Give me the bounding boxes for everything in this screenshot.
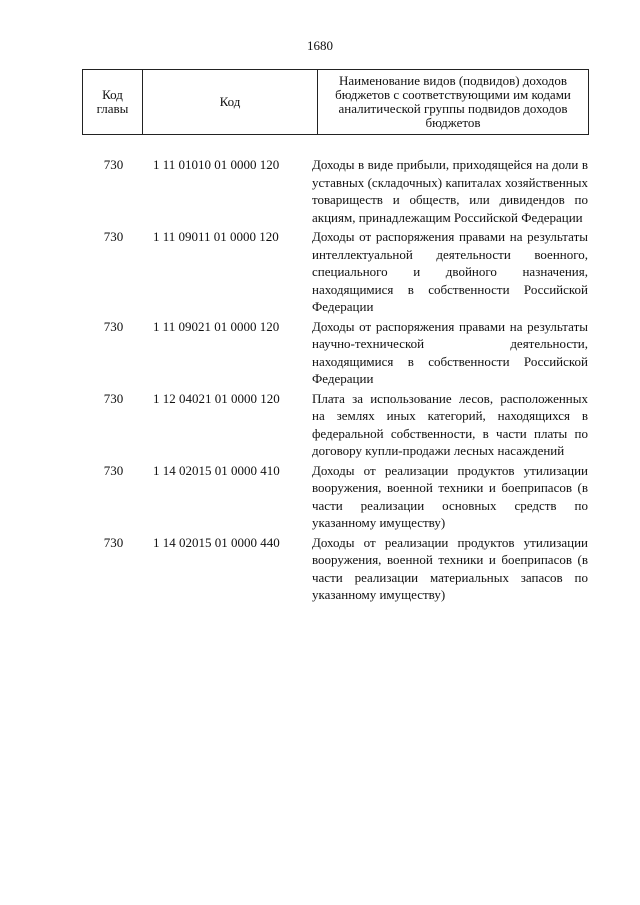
- table-body: [82, 156, 589, 606]
- chapter-code-cell: 730: [103, 534, 124, 550]
- income-code-cell: 1 14 02015 01 0000 410: [153, 462, 280, 478]
- income-code-cell: 1 11 01010 01 0000 120: [153, 157, 280, 172]
- description-cell: Доходы от реализации продуктов утилизации вооружения, военной техники и боеприпасов (в части реализации основных средств по указанному имуществу): [312, 462, 588, 530]
- description-cell: Доходы в виде прибыли, приходящейся на доли в уставных (складочных) капиталах хозяйственных товариществ и обществ, или дивидендов по акциям, принадлежащим Российской Федерации: [312, 157, 588, 225]
- table-row: [82, 228, 589, 316]
- income-code-cell: 1 11 09021 01 0000 120: [153, 318, 280, 334]
- income-code-cell: 1 14 02015 01 0000 440: [153, 534, 280, 550]
- income-code-cell: 1 11 09011 01 0000 120: [153, 229, 279, 244]
- header-code: Код: [143, 70, 318, 135]
- chapter-code-cell: 730: [103, 390, 124, 406]
- description-cell: Доходы от распоряжения правами на результаты интеллектуальной деятельности военного, специального и двойного назначения, находящимися в собственности Российской Федерации: [312, 229, 588, 314]
- chapter-code-cell: 730: [103, 157, 124, 172]
- chapter-code-cell: 730: [103, 318, 124, 334]
- page-number: 1680: [307, 38, 333, 53]
- table-row: [82, 462, 589, 532]
- table-row: [82, 318, 589, 388]
- table-row: [82, 534, 589, 604]
- income-code-cell: 1 12 04021 01 0000 120: [153, 390, 280, 406]
- table-row: [82, 390, 589, 460]
- chapter-code-cell: 730: [103, 462, 124, 478]
- table-header: [82, 69, 589, 135]
- header-chapter-code: Код главы: [83, 70, 143, 135]
- description-cell: Доходы от распоряжения правами на результаты научно-технической деятельности, находящимися в собственности Российской Федерации: [312, 318, 588, 386]
- description-cell: Доходы от реализации продуктов утилизации вооружения, военной техники и боеприпасов (в части реализации материальных запасов по указанному имуществу): [312, 534, 588, 602]
- header-name: Наименование видов (подвидов) доходов бюджетов с соответствующими им кодами аналитической группы подвидов доходов бюджетов: [318, 70, 589, 135]
- chapter-code-cell: 730: [103, 229, 124, 244]
- description-cell: Плата за использование лесов, расположенных на землях иных категорий, находящихся в федеральной собственности, в части платы по договору купли-продажи лесных насаждений: [312, 390, 588, 458]
- table-row: [82, 156, 589, 226]
